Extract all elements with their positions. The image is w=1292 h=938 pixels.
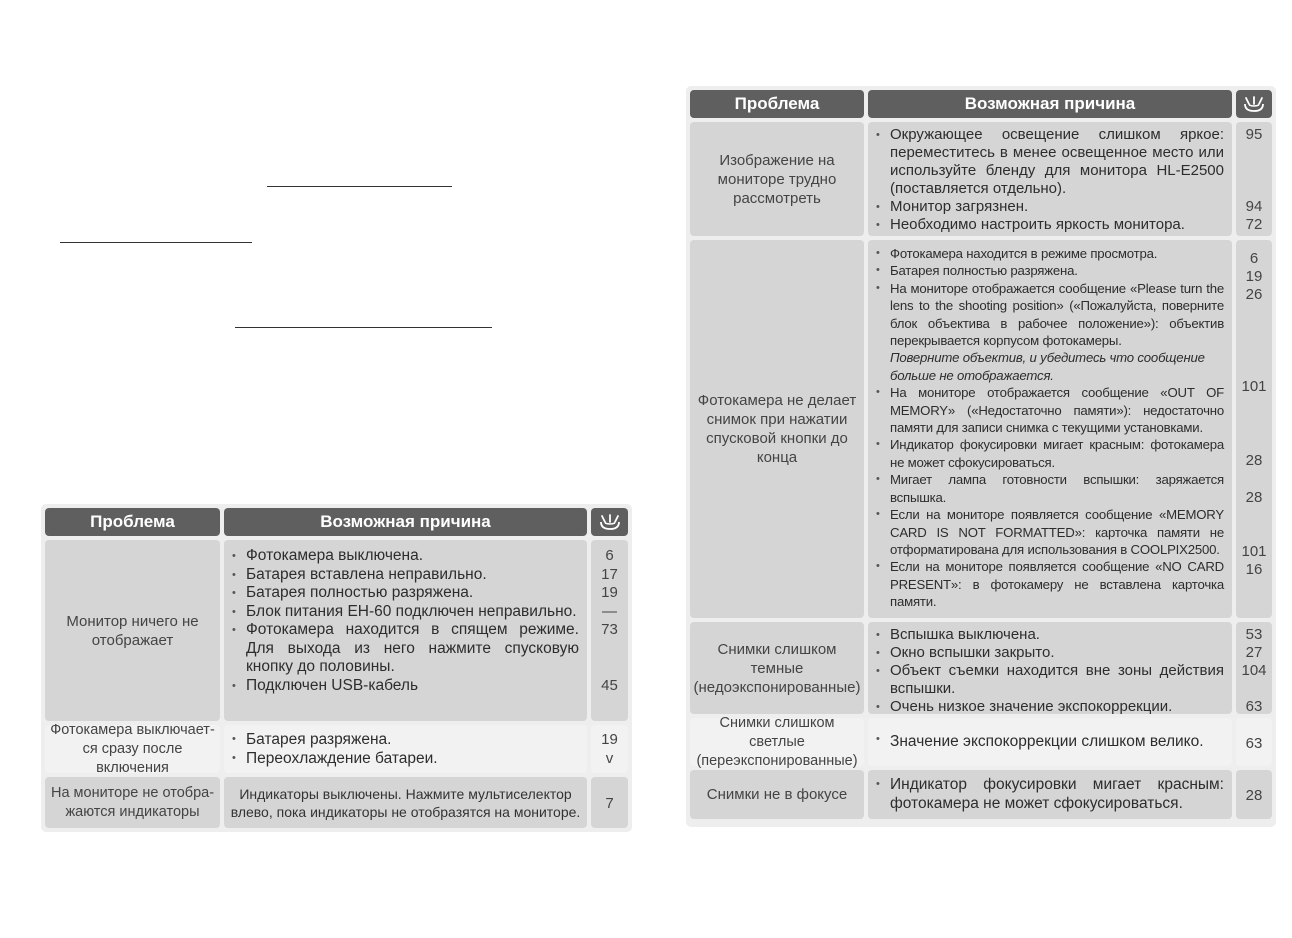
page-ref: v xyxy=(605,750,614,767)
page-ref: 26 xyxy=(1245,286,1263,303)
cause-item: • Подключен USB-кабель xyxy=(230,677,579,696)
page-ref: 28 xyxy=(1245,452,1263,469)
cause-note: Поверните объектив, и убедитесь что сообщение больше не отображается. xyxy=(890,350,1205,383)
page-ref: 27 xyxy=(1245,644,1263,661)
header-cause: Возможная причина xyxy=(224,508,587,536)
problem-cell: На мониторе не отобра-жаются индикаторы xyxy=(45,777,220,828)
cause-item: • Значение экспокоррекции слишком велико. xyxy=(874,733,1204,751)
cause-item: • Переохлаждение батареи. xyxy=(230,749,579,768)
table-row xyxy=(690,122,1272,236)
page-ref: 28 xyxy=(1245,787,1263,804)
page-ref: 28 xyxy=(1245,489,1263,506)
underline-rule-3 xyxy=(235,327,492,328)
page-ref: — xyxy=(602,602,617,620)
cause-item: • Батарея полностью разряжена. xyxy=(874,262,1224,279)
page-ref: 16 xyxy=(1245,561,1263,578)
page-ref: 72 xyxy=(1245,216,1263,233)
table-row xyxy=(690,622,1272,714)
cause-item: • Если на мониторе появляется сообщение «NO CARD PRESENT»: в фотокамеру не вставлена карточка памяти. xyxy=(874,558,1224,610)
cause-item: • Монитор загрязнен. xyxy=(874,198,1224,216)
cause-item: • Вспышка выключена. xyxy=(874,626,1224,644)
page-ref: 45 xyxy=(601,676,618,694)
underline-rule-2 xyxy=(60,242,252,243)
table-row xyxy=(690,770,1272,819)
page-ref: 6 xyxy=(605,547,614,564)
cause-item: • Очень низкое значение экспокоррекции. xyxy=(874,698,1224,716)
page-ref: 17 xyxy=(601,565,618,583)
cause-item: • Мигает лампа готовности вспышки: заряжается вспышка. xyxy=(874,471,1224,506)
page-reference-icon xyxy=(598,513,622,531)
cause-item: • Объект съемки находится вне зоны действия вспышки. xyxy=(874,662,1224,698)
cause-item: • Батарея полностью разряжена. xyxy=(230,584,579,603)
page-ref: 101 xyxy=(1241,378,1267,395)
underline-rule-1 xyxy=(267,186,452,187)
problem-cell: Монитор ничего не отображает xyxy=(45,540,220,721)
problem-cell: Снимки слишком светлые (переэкспонированные) xyxy=(690,718,864,766)
header-problem: Проблема xyxy=(45,508,220,536)
page-ref: 101 xyxy=(1241,543,1267,560)
page-ref: 104 xyxy=(1241,662,1267,679)
page-ref: 19 xyxy=(1245,268,1263,285)
table-header xyxy=(45,508,628,536)
table-row xyxy=(690,240,1272,618)
cause-item: • Фотокамера находится в режиме просмотра. xyxy=(874,245,1224,262)
cause-item: • На мониторе отображается сообщение «OUT OF MEMORY» («Недостаточно памяти»): недостаточно памяти для записи снимка с текущими установками. xyxy=(874,384,1224,436)
header-problem: Проблема xyxy=(690,90,864,118)
problem-cell: Снимки не в фокусе xyxy=(690,770,864,819)
cause-item: • Батарея разряжена. xyxy=(230,730,579,749)
cause-item: • Индикатор фокусировки мигает красным: фотокамера не может сфокусироваться. xyxy=(874,775,1224,813)
page-ref: 95 xyxy=(1245,126,1263,143)
table-row xyxy=(45,721,628,776)
table-row xyxy=(45,540,628,721)
problem-cell: Фотокамера не делает снимок при нажатии спусковой кнопки до конца xyxy=(690,240,864,618)
cause-item: • Блок питания EH-60 подключен неправильно. xyxy=(230,603,579,622)
page-ref: 63 xyxy=(1245,698,1263,715)
cause-item: • Индикатор фокусировки мигает красным: фотокамера не может сфокусироваться. xyxy=(874,436,1224,471)
problem-cell: Изображение на мониторе трудно рассмотреть xyxy=(690,122,864,236)
right-troubleshooting-table xyxy=(686,86,1276,827)
page-ref: 53 xyxy=(1245,626,1263,643)
table-header xyxy=(690,90,1272,118)
table-row xyxy=(45,777,628,828)
page-ref: 19 xyxy=(601,584,618,601)
problem-cell: Снимки слишком темные (недоэкспонированные) xyxy=(690,622,864,714)
cause-item: • Батарея вставлена неправильно. xyxy=(230,566,579,585)
page-ref: 73 xyxy=(601,621,618,638)
problem-cell: Фотокамера выключает-ся сразу после включения xyxy=(45,725,220,773)
cause-item: • Окружающее освещение слишком яркое: переместитесь в менее освещенное место или используйте бленду для монитора HL-E2500 (поставляется отдельно). xyxy=(874,126,1224,198)
page-ref: 7 xyxy=(605,795,614,812)
table-row xyxy=(690,714,1272,769)
cause-item: • Если на мониторе появляется сообщение «MEMORY CARD IS NOT FORMATTED»: карточка памяти не отформатирована для использования в COOLPIX2500. xyxy=(874,506,1224,558)
left-troubleshooting-table xyxy=(41,504,632,832)
page-ref: 6 xyxy=(1249,250,1259,267)
page-reference-icon xyxy=(1242,95,1266,113)
cause-text: Индикаторы выключены. Нажмите мультиселектор влево, пока индикаторы не отобразятся на мониторе. xyxy=(224,777,587,828)
page-ref: 19 xyxy=(601,731,618,748)
page-ref: 63 xyxy=(1245,734,1263,752)
cause-item: • Необходимо настроить яркость монитора. xyxy=(874,216,1224,234)
header-cause: Возможная причина xyxy=(868,90,1232,118)
cause-item: • Фотокамера выключена. xyxy=(230,547,579,566)
cause-item: • На мониторе отображается сообщение «Please turn the lens to the shooting position» («Пожалуйста, поверните блок объектива в рабочее положение»): объектив перекрывается корпусом фотокамеры. xyxy=(874,280,1224,350)
page-ref: 94 xyxy=(1245,198,1263,215)
cause-item: • Окно вспышки закрыто. xyxy=(874,644,1224,662)
cause-item: • Фотокамера находится в спящем режиме. Для выхода из него нажмите спусковую кнопку до половины. xyxy=(230,621,579,677)
